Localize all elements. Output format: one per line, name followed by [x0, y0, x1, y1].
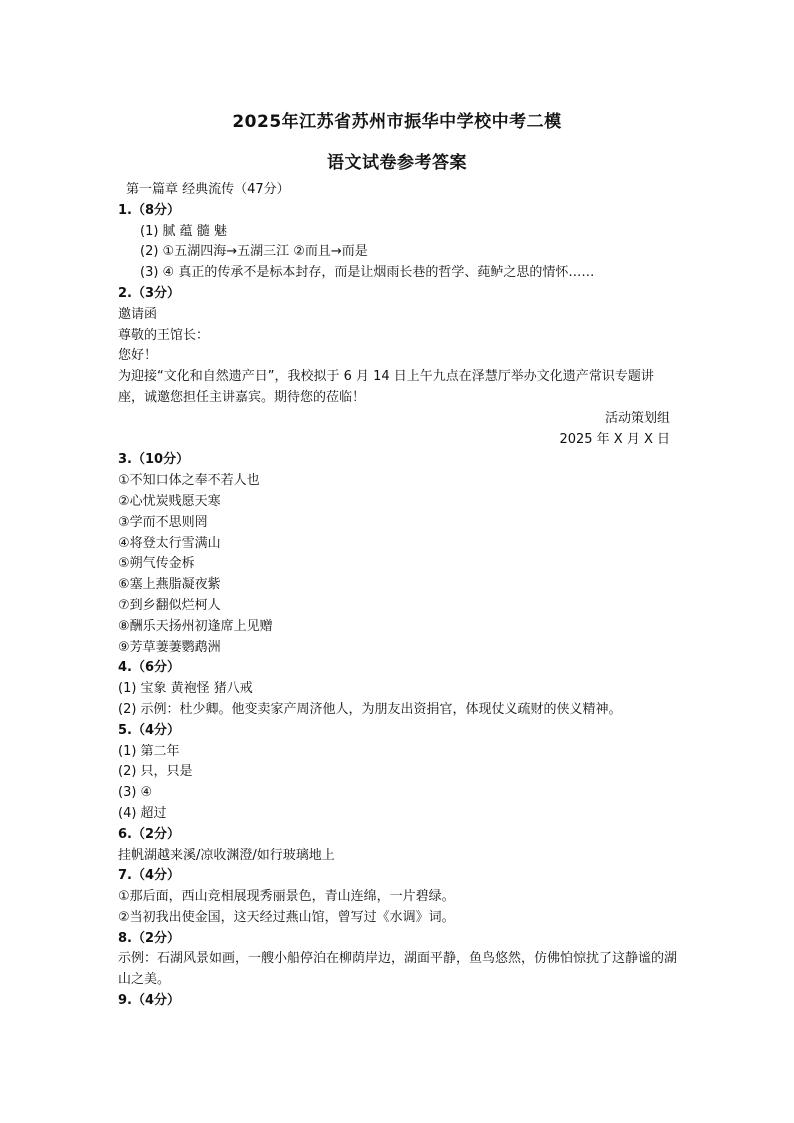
answer-line: 2025 年 X 月 X 日 — [559, 431, 670, 447]
answer-line: 您好！ — [118, 348, 158, 364]
answer-line: (3) ④ — [118, 785, 153, 801]
answer-line: 示例：石湖风景如画，一艘小船停泊在柳荫岸边，湖面平静，鱼鸟悠然，仿佛怕惊扰了这静谧的湖山之美。 — [118, 951, 678, 988]
answer-line: 活动策划组 — [604, 410, 670, 426]
answer-line: (1) 腻 蕴 髓 魅 — [140, 223, 227, 239]
answer-line: 9.（4分） — [118, 993, 181, 1009]
answer-line: ①不知口体之奉不若人也 — [118, 473, 260, 489]
answer-line: 5.（4分） — [118, 722, 181, 738]
answer-line: (4) 超过 — [118, 805, 167, 821]
answer-line: 6.（2分） — [118, 826, 181, 842]
answer-line: ⑤朔气传金柝 — [118, 556, 195, 572]
answer-line: 8.（2分） — [118, 930, 181, 946]
answer-line: ⑨芳草萋萋鹦鹉洲 — [118, 639, 221, 655]
answer-line: ①那后面，西山竞相展现秀丽景色，青山连绵，一片碧绿。 — [118, 889, 455, 905]
answer-line: ②当初我出使金国，这天经过燕山馆，曾写过《水调》词。 — [118, 909, 455, 925]
answer-line: 7.（4分） — [118, 868, 181, 884]
answer-line: ③学而不思则罔 — [118, 514, 208, 530]
answer-line: 挂帆湖越来溪/凉收渊澄/如行玻璃地上 — [118, 847, 335, 863]
page-subtitle: 语文试卷参考答案 — [327, 153, 467, 173]
answer-line: (1) 宝象 黄袍怪 猪八戒 — [118, 681, 253, 697]
page-title: 2025年江苏省苏州市振华中学校中考二模 — [232, 112, 562, 132]
answer-line: ④将登太行雪满山 — [118, 535, 221, 551]
answer-line: (2) 示例：杜少卿。他变卖家产周济他人，为朋友出资捐官，体现仗义疏财的侠义精神。 — [118, 701, 622, 717]
answer-line: 第一篇章 经典流传（47分） — [126, 182, 290, 197]
answer-line: ⑧酬乐天扬州初逢席上见赠 — [118, 618, 273, 634]
answer-line: (1) 第二年 — [118, 743, 180, 759]
answer-line: (3) ④ 真正的传承不是标本封存，而是让烟雨长巷的哲学、莼鲈之思的情怀…… — [140, 265, 595, 281]
answer-line: 3.（10分） — [118, 452, 190, 468]
answer-line: 邀请函 — [118, 306, 158, 322]
answer-line: 1.（8分） — [118, 202, 181, 218]
answer-line: 为迎接“文化和自然遗产日”，我校拟于 6 月 14 日上午九点在泽慧厅举办文化遗产常识专题讲座，诚邀您担任主讲嘉宾。期待您的莅临！ — [118, 369, 654, 405]
answer-line: 尊敬的王馆长： — [118, 327, 210, 343]
answer-line: ⑦到乡翻似烂柯人 — [118, 597, 221, 613]
answer-line: 4.（6分） — [118, 660, 181, 676]
answer-content — [118, 180, 678, 1012]
answer-line: ②心忧炭贱愿天寒 — [118, 493, 221, 509]
answer-line: 2.（3分） — [118, 285, 181, 301]
answer-line: (2) 只，只是 — [118, 764, 193, 780]
answer-line: (2) ①五湖四海→五湖三江 ②而且→而是 — [140, 244, 368, 260]
answer-line: ⑥塞上燕脂凝夜紫 — [118, 577, 221, 593]
